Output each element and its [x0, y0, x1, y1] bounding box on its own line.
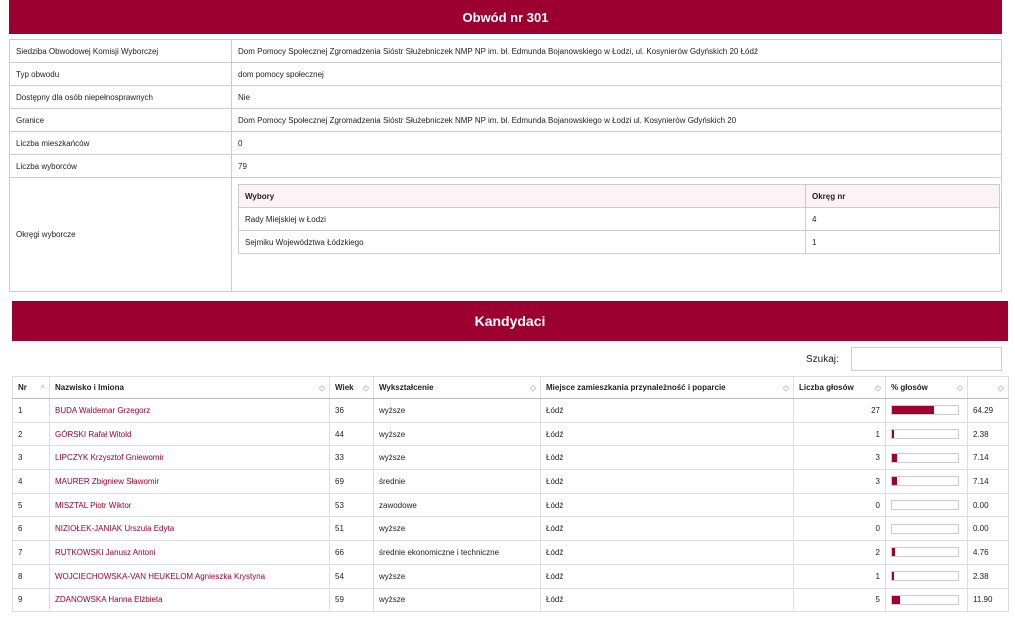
info-value: dom pomocy społecznej	[232, 63, 1002, 86]
cell-miejsce: Łódź	[541, 564, 794, 588]
vote-share-fill	[892, 406, 934, 414]
info-row	[10, 109, 1002, 132]
cell-pct: 7.14	[968, 470, 1009, 494]
cell-glosy: 5	[794, 588, 886, 612]
column-header[interactable]	[886, 377, 968, 399]
vote-share-fill	[892, 430, 894, 438]
info-value: 79	[232, 155, 1002, 178]
cell-nr: 3	[13, 446, 50, 470]
vote-share-bar	[891, 429, 959, 439]
candidate-link[interactable]: MAURER Zbigniew Sławomir	[55, 476, 160, 486]
table-row	[13, 493, 1009, 517]
cell-nr: 6	[13, 517, 50, 541]
cell-nr: 8	[13, 564, 50, 588]
search-box	[806, 347, 1002, 371]
sort-asc-icon: ^	[40, 383, 45, 392]
sort-icon: ◇	[362, 383, 369, 392]
cell-name	[50, 470, 330, 494]
search-input[interactable]	[851, 347, 1002, 371]
vote-share-bar	[891, 476, 959, 486]
sort-icon: ◇	[874, 383, 881, 392]
vote-share-bar	[891, 547, 959, 557]
column-header-label: Nr	[18, 383, 27, 392]
cell-wiek: 33	[330, 446, 374, 470]
okregi-wybory: Sejmiku Województwa Łódzkiego	[239, 231, 806, 254]
cell-glosy: 3	[794, 470, 886, 494]
candidates-title: Kandydaci	[474, 313, 546, 329]
cell-glosy: 3	[794, 446, 886, 470]
cell-nr: 5	[13, 493, 50, 517]
cell-bar	[886, 541, 968, 565]
column-header[interactable]	[50, 377, 330, 399]
cell-glosy: 1	[794, 564, 886, 588]
cell-pct: 4.76	[968, 541, 1009, 565]
info-label: Okręgi wyborcze	[10, 178, 232, 292]
sort-icon: ◇	[997, 383, 1004, 392]
table-row	[13, 588, 1009, 612]
column-header[interactable]	[330, 377, 374, 399]
column-header[interactable]	[13, 377, 50, 399]
column-header[interactable]	[968, 377, 1009, 399]
vote-share-bar	[891, 500, 959, 510]
info-value: Dom Pomocy Społecznej Zgromadzenia Sióstr Służebniczek NMP NP im. bł. Edmunda Bojanowskiego w Łodzi, ul. Kosynierów Gdyńskich 20 Łódź	[232, 40, 1002, 63]
info-label: Siedziba Obwodowej Komisji Wyborczej	[10, 40, 232, 63]
candidate-link[interactable]: NIZIOŁEK-JANIAK Urszula Edyta	[55, 524, 175, 534]
column-header-label: % głosów	[891, 383, 928, 392]
cell-nr: 7	[13, 541, 50, 565]
info-label: Dostępny dla osób niepełnosprawnych	[10, 86, 232, 109]
table-row	[13, 541, 1009, 565]
vote-share-fill	[892, 454, 897, 462]
okregi-okreg: 1	[806, 231, 1000, 254]
cell-bar	[886, 564, 968, 588]
cell-name	[50, 493, 330, 517]
info-row	[10, 63, 1002, 86]
column-header-label: Liczba głosów	[799, 383, 854, 392]
cell-nr: 4	[13, 470, 50, 494]
cell-wiek: 44	[330, 422, 374, 446]
column-header[interactable]	[374, 377, 541, 399]
vote-share-bar	[891, 405, 959, 415]
candidate-link[interactable]: BUDA Waldemar Grzegorz	[55, 405, 151, 415]
candidate-link[interactable]: GÓRSKI Rafał Witold	[55, 429, 132, 439]
candidates-table	[12, 376, 1009, 612]
column-header-label: Wykształcenie	[379, 383, 434, 392]
table-row	[13, 422, 1009, 446]
cell-name	[50, 446, 330, 470]
cell-miejsce: Łódź	[541, 470, 794, 494]
cell-miejsce: Łódź	[541, 399, 794, 423]
cell-miejsce: Łódź	[541, 517, 794, 541]
column-header[interactable]	[541, 377, 794, 399]
okregi-table	[238, 184, 1000, 254]
cell-pct: 64.29	[968, 399, 1009, 423]
cell-glosy: 1	[794, 422, 886, 446]
cell-name	[50, 588, 330, 612]
cell-wyksztalcenie: wyższe	[374, 517, 541, 541]
cell-bar	[886, 493, 968, 517]
candidate-link[interactable]: RUTKOWSKI Janusz Antoni	[55, 547, 156, 557]
sort-icon: ◇	[318, 383, 325, 392]
column-header-label: Miejsce zamieszkania przynależność i poparcie	[546, 383, 726, 392]
cell-wyksztalcenie: zawodowe	[374, 493, 541, 517]
okregi-wybory: Rady Miejskiej w Łodzi	[239, 208, 806, 231]
table-row	[13, 470, 1009, 494]
cell-wiek: 69	[330, 470, 374, 494]
okregi-header-wybory: Wybory	[239, 185, 806, 208]
vote-share-fill	[892, 596, 900, 604]
info-label: Liczba mieszkańców	[10, 132, 232, 155]
cell-bar	[886, 470, 968, 494]
cell-bar	[886, 399, 968, 423]
cell-nr: 9	[13, 588, 50, 612]
district-title-banner	[9, 0, 1002, 34]
info-value: Nie	[232, 86, 1002, 109]
vote-share-fill	[892, 477, 897, 485]
cell-bar	[886, 422, 968, 446]
cell-pct: 2.38	[968, 422, 1009, 446]
candidate-link[interactable]: LIPCZYK Krzysztof Gniewomir	[55, 453, 164, 463]
cell-name	[50, 422, 330, 446]
cell-nr: 2	[13, 422, 50, 446]
candidates-title-banner	[12, 301, 1008, 341]
cell-miejsce: Łódź	[541, 422, 794, 446]
cell-bar	[886, 588, 968, 612]
cell-pct: 2.38	[968, 564, 1009, 588]
info-row-okregi	[10, 178, 1002, 292]
cell-bar	[886, 446, 968, 470]
cell-wyksztalcenie: średnie ekonomiczne i techniczne	[374, 541, 541, 565]
info-row	[10, 132, 1002, 155]
okregi-header-okreg: Okręg nr	[806, 185, 1000, 208]
cell-wiek: 51	[330, 517, 374, 541]
cell-pct: 7.14	[968, 446, 1009, 470]
cell-miejsce: Łódź	[541, 588, 794, 612]
vote-share-bar	[891, 524, 959, 534]
search-label: Szukaj:	[806, 353, 839, 365]
table-row	[13, 564, 1009, 588]
info-row	[10, 40, 1002, 63]
table-row	[13, 446, 1009, 470]
info-row	[10, 155, 1002, 178]
cell-wyksztalcenie: średnie	[374, 470, 541, 494]
sort-icon: ◇	[529, 383, 536, 392]
cell-miejsce: Łódź	[541, 493, 794, 517]
cell-wyksztalcenie: wyższe	[374, 422, 541, 446]
info-label: Typ obwodu	[10, 63, 232, 86]
okregi-row	[239, 231, 1000, 254]
district-title: Obwód nr 301	[462, 9, 549, 25]
cell-miejsce: Łódź	[541, 541, 794, 565]
vote-share-bar	[891, 453, 959, 463]
column-header-label: Nazwisko i Imiona	[55, 383, 124, 392]
cell-glosy: 0	[794, 517, 886, 541]
cell-name	[50, 541, 330, 565]
cell-wiek: 59	[330, 588, 374, 612]
column-header-label: Wiek	[335, 383, 354, 392]
vote-share-bar	[891, 571, 959, 581]
sort-icon: ◇	[956, 383, 963, 392]
cell-wyksztalcenie: wyższe	[374, 399, 541, 423]
info-label: Granice	[10, 109, 232, 132]
cell-wiek: 66	[330, 541, 374, 565]
cell-glosy: 0	[794, 493, 886, 517]
cell-glosy: 2	[794, 541, 886, 565]
cell-wyksztalcenie: wyższe	[374, 564, 541, 588]
cell-wiek: 54	[330, 564, 374, 588]
sort-icon: ◇	[782, 383, 789, 392]
info-row	[10, 86, 1002, 109]
cell-glosy: 27	[794, 399, 886, 423]
candidate-link[interactable]: WOJCIECHOWSKA-VAN HEUKELOM Agnieszka Krystyna	[55, 571, 266, 581]
district-info-table	[9, 39, 1002, 292]
cell-nr: 1	[13, 399, 50, 423]
info-label: Liczba wyborców	[10, 155, 232, 178]
info-value: 0	[232, 132, 1002, 155]
vote-share-fill	[892, 548, 895, 556]
cell-pct: 11.90	[968, 588, 1009, 612]
cell-name	[50, 564, 330, 588]
cell-wiek: 53	[330, 493, 374, 517]
column-header[interactable]	[794, 377, 886, 399]
candidate-link[interactable]: ZDANOWSKA Hanna Elżbieta	[55, 595, 163, 605]
cell-name	[50, 517, 330, 541]
candidate-link[interactable]: MISZTAL Piotr Wiktor	[55, 500, 132, 510]
vote-share-bar	[891, 595, 959, 605]
cell-pct: 0.00	[968, 517, 1009, 541]
okregi-okreg: 4	[806, 208, 1000, 231]
cell-name	[50, 399, 330, 423]
table-row	[13, 399, 1009, 423]
cell-pct: 0.00	[968, 493, 1009, 517]
info-value: Dom Pomocy Społecznej Zgromadzenia Sióstr Służebniczek NMP NP im. bł. Edmunda Bojanowskiego w Łodzi ul. Kosynierów Gdyńskich 20	[232, 109, 1002, 132]
table-row	[13, 517, 1009, 541]
okregi-row	[239, 208, 1000, 231]
cell-wiek: 36	[330, 399, 374, 423]
cell-wyksztalcenie: wyższe	[374, 446, 541, 470]
cell-miejsce: Łódź	[541, 446, 794, 470]
cell-wyksztalcenie: wyższe	[374, 588, 541, 612]
cell-bar	[886, 517, 968, 541]
vote-share-fill	[892, 572, 894, 580]
